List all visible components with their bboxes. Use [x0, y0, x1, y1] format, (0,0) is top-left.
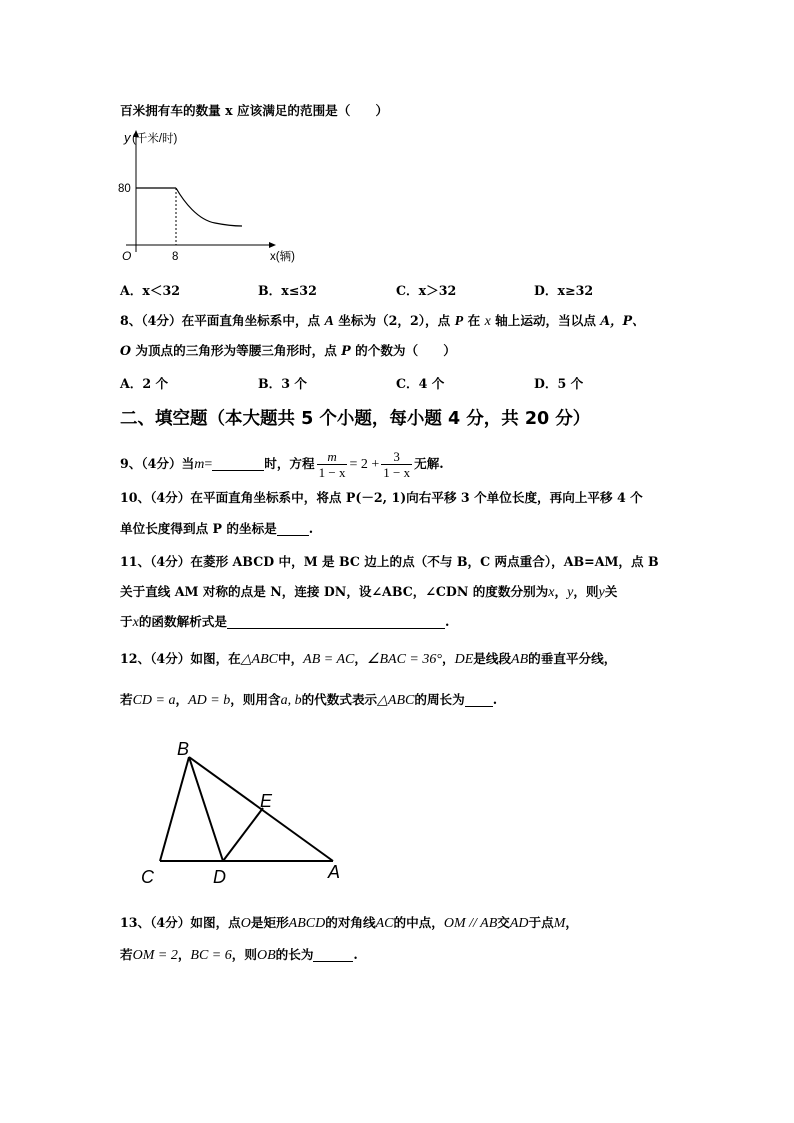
q11-answer-blank[interactable]	[227, 614, 445, 629]
x-label: x(辆)	[270, 251, 295, 263]
q8-option-b: B．3 个	[258, 376, 307, 391]
q7-option-a: A．x＜32	[120, 283, 181, 298]
q12-answer-blank[interactable]	[465, 692, 493, 707]
label-A: A	[328, 862, 341, 882]
q7-stem: 百米拥有车的数量 x 应该满足的范围是（ ）	[120, 103, 389, 118]
q12-line2: 若CD = a，AD = b，则用含a, b的代数式表示△ABC的周长为 .	[120, 692, 498, 708]
q7-option-b: B．x≤32	[258, 283, 317, 298]
segment-DE	[223, 808, 263, 861]
section-2-title: 二、填空题（本大题共 5 个小题，每小题 4 分，共 20 分）	[120, 409, 591, 429]
q9-line: 9、（4分）当m= 时，方程 $\frac{m}{1 - x}$ = 2 + $\frac{3}{1 - x}$ 无解.	[120, 449, 444, 480]
q7-option-c: C．x＞32	[396, 283, 457, 298]
q12-line1: 12、（4分）如图，在△ABC中，AB = AC，∠BAC = 36°，DE是线段AB的垂直平分线，	[120, 651, 617, 667]
label-E: E	[260, 791, 273, 811]
y-label: y	[124, 130, 131, 145]
q10-line1: 10、（4分）在平面直角坐标系中，将点 P(－2, 1)向右平移 3 个单位长度，再向上平移 4 个	[120, 490, 643, 505]
q8-line2: O 为顶点的三角形为等腰三角形时，点 P 的个数为（ ）	[120, 343, 456, 358]
y-tick-80: 80	[118, 183, 131, 195]
segment-CB	[160, 757, 189, 861]
label-C: C	[141, 867, 154, 885]
q12-figure	[135, 735, 355, 885]
q10-answer-blank[interactable]	[277, 521, 309, 536]
q8-option-d: D．5 个	[534, 376, 584, 391]
q13-line1: 13、（4分）如图，点O是矩形ABCD的对角线AC的中点，OM // AB交AD于点M，	[120, 915, 578, 931]
x-tick-8: 8	[172, 251, 179, 263]
q11-line2: 关于直线 AM 对称的点是 N，连接 DN，设∠ABC，∠CDN 的度数分别为x，y，则y关	[120, 584, 618, 600]
q8-option-a: A．2 个	[120, 376, 169, 391]
q7-graph	[110, 124, 310, 266]
q13-answer-blank[interactable]	[313, 947, 353, 962]
decay-curve	[176, 188, 242, 226]
y-unit: (千米/时)	[132, 133, 178, 145]
label-D: D	[213, 867, 226, 885]
q13-line2: 若OM = 2，BC = 6，则OB的长为 .	[120, 947, 358, 963]
q9-answer-blank[interactable]	[212, 456, 264, 471]
label-B: B	[177, 739, 190, 759]
q11-line1: 11、（4分）在菱形 ABCD 中，M 是 BC 边上的点（不与 B，C 两点重合），AB=AM，点 B	[120, 554, 659, 569]
q8-line1: 8、（4分）在平面直角坐标系中，点 A 坐标为（2，2），点 P 在 x 轴上运动，当以点 A，P、	[120, 313, 645, 329]
q8-option-c: C．4 个	[396, 376, 445, 391]
q9-fraction-1: $\frac{m}{1 - x}$	[318, 449, 346, 480]
q7-option-d: D．x≥32	[534, 283, 594, 298]
origin-label: O	[122, 249, 132, 263]
q9-fraction-2: $\frac{3}{1 - x}$	[383, 449, 411, 480]
x-axis-arrow	[269, 242, 276, 248]
segment-BD	[189, 757, 223, 861]
q11-line3: 于x的函数解析式是 .	[120, 614, 450, 630]
q10-line2: 单位长度得到点 P 的坐标是 .	[120, 521, 314, 536]
